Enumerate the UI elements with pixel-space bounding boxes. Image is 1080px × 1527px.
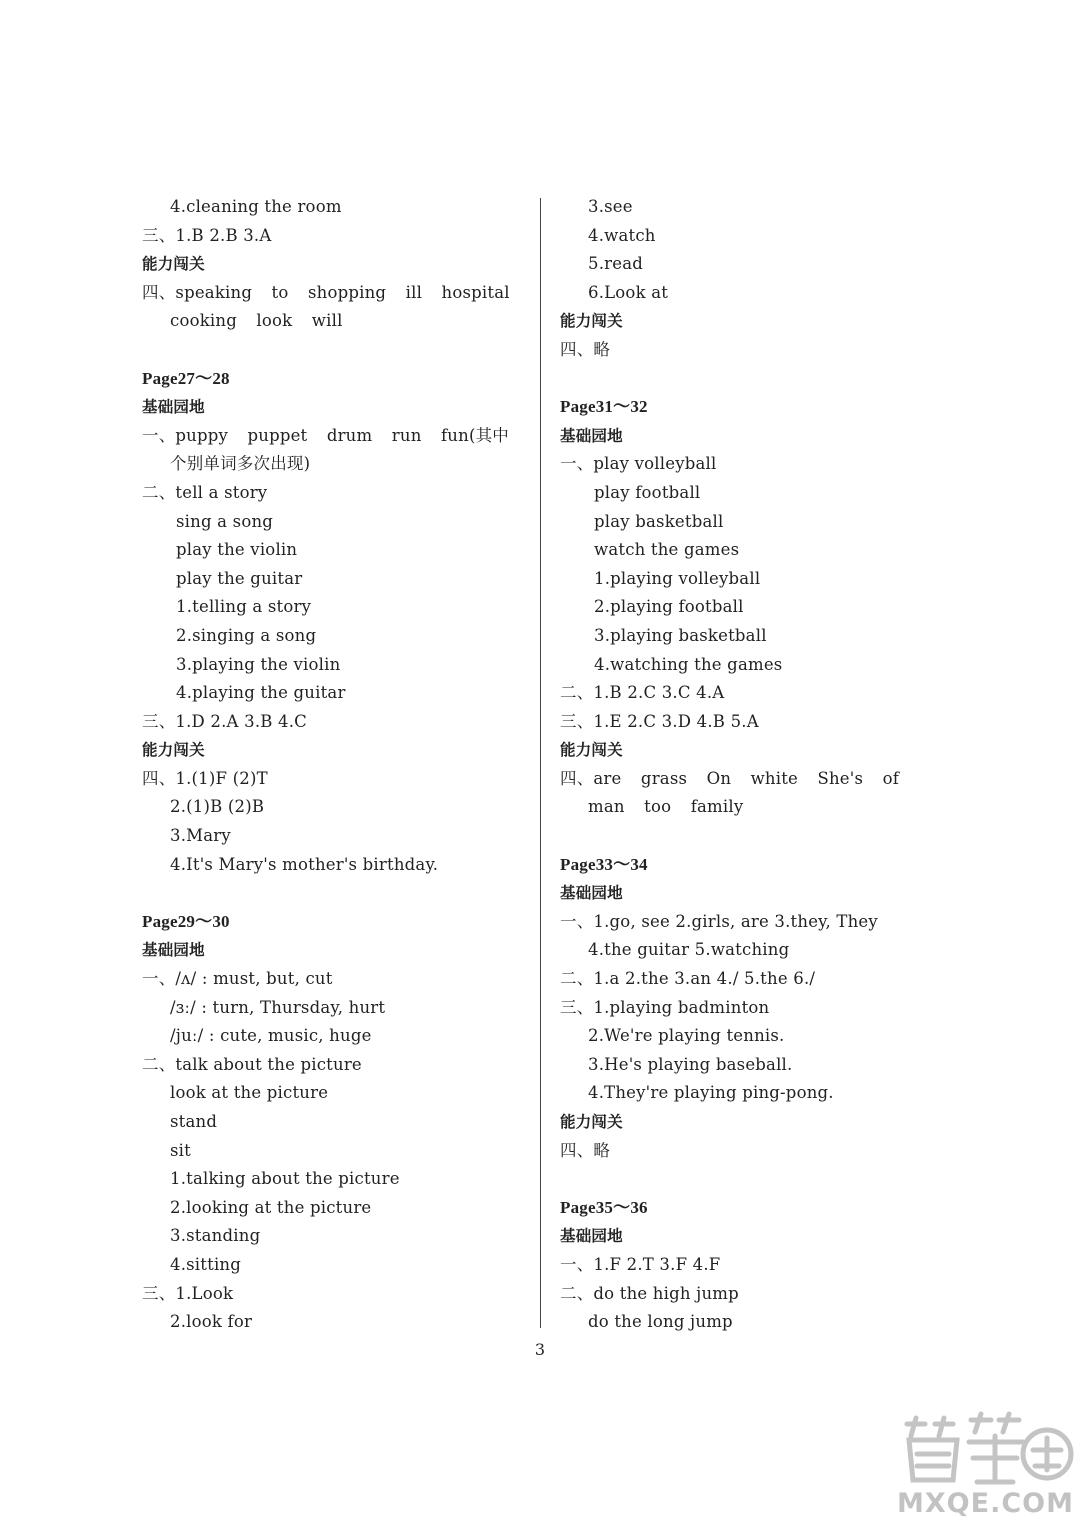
page-heading: Page35～36 (560, 1197, 648, 1217)
answer-line: 一、1.go, see 2.girls, are 3.they, They (560, 911, 878, 931)
answer-line: 二、do the high jump (560, 1283, 739, 1303)
section-heading: 能力闯关 (560, 312, 623, 331)
answer-line: 2.looking at the picture (170, 1197, 372, 1217)
answer-line: 三、1.B 2.B 3.A (142, 225, 272, 245)
answer-line: play basketball (594, 511, 724, 531)
answer-line: 一、/ʌ/ : must, but, cut (142, 969, 333, 989)
answer-line: do the long jump (588, 1312, 733, 1332)
section-heading: 基础园地 (560, 1227, 623, 1246)
answer-line: sing a song (176, 511, 274, 531)
answer-line: 二、1.a 2.the 3.an 4./ 5.the 6./ (560, 969, 816, 989)
answer-line: 3.playing basketball (594, 625, 767, 645)
answer-line: play the violin (176, 540, 298, 560)
answer-line: 三、1.Look (142, 1283, 234, 1303)
page-heading: Page31～32 (560, 397, 648, 417)
left-column (142, 193, 527, 1337)
answer-line: 6.Look at (588, 282, 669, 302)
answer-line: 三、1.playing badminton (560, 997, 770, 1017)
answer-line: 三、1.D 2.A 3.B 4.C (142, 711, 308, 731)
page-number: 3 (534, 1340, 546, 1359)
answer-line: 四、略 (560, 1140, 611, 1160)
answer-line: 一、puppy puppet drum run fun(其中 (142, 425, 509, 445)
page-heading: Page27～28 (142, 368, 230, 388)
answer-line: 一、1.F 2.T 3.F 4.F (560, 1254, 721, 1274)
answer-line: play football (594, 482, 701, 502)
right-column (560, 193, 940, 1337)
page-heading: Page33～34 (560, 854, 648, 874)
answer-line: 5.read (588, 254, 643, 274)
page-heading: Page29～30 (142, 911, 230, 931)
answer-line: 1.telling a story (176, 597, 312, 617)
answer-line: /juː/ : cute, music, huge (170, 1026, 372, 1046)
answer-line: 4.cleaning the room (170, 197, 342, 216)
answer-line: look at the picture (170, 1083, 329, 1103)
answer-line: 4.sitting (170, 1254, 242, 1274)
answer-line: stand (170, 1112, 218, 1131)
answer-line: 4.watching the games (594, 654, 783, 674)
answer-line: 1.talking about the picture (170, 1169, 400, 1189)
section-heading: 能力闯关 (142, 255, 205, 274)
answer-line: 3.playing the violin (176, 654, 341, 674)
section-heading: 能力闯关 (560, 1113, 623, 1131)
watermark-text: MXQE.COM (897, 1488, 1074, 1519)
answer-line: 四、略 (560, 339, 611, 359)
answer-line: 四、speaking to shopping ill hospital (142, 282, 510, 302)
answer-line: 4.the guitar 5.watching (588, 940, 790, 960)
answer-line: 3.He's playing baseball. (588, 1054, 793, 1074)
section-heading: 能力闯关 (142, 741, 205, 760)
answer-line: play the guitar (176, 568, 303, 588)
answer-line: 3.standing (170, 1226, 261, 1246)
answer-line: 4.playing the guitar (176, 683, 346, 703)
answer-line: 2.(1)B (2)B (170, 797, 265, 817)
answer-line: 1.playing volleyball (594, 568, 761, 588)
answer-line: watch the games (594, 540, 740, 560)
answer-line: /ɜː/ : turn, Thursday, hurt (170, 997, 386, 1017)
answer-line: 四、1.(1)F (2)T (142, 768, 268, 788)
answer-line: 二、1.B 2.C 3.C 4.A (560, 683, 725, 703)
column-divider (540, 198, 541, 1328)
section-heading: 基础园地 (560, 884, 623, 903)
answer-line: 4.It's Mary's mother's birthday. (170, 854, 439, 874)
answer-line: sit (170, 1140, 191, 1160)
watermark (895, 1410, 1075, 1522)
answer-line: 二、tell a story (142, 482, 268, 502)
answer-line: 4.watch (588, 225, 656, 245)
answer-line: 二、talk about the picture (142, 1054, 362, 1074)
answer-line: cooking look will (170, 311, 343, 331)
section-heading: 基础园地 (142, 398, 205, 417)
section-heading: 基础园地 (142, 941, 205, 960)
answer-line: 4.They're playing ping-pong. (588, 1083, 834, 1103)
answer-line: 2.look for (170, 1312, 253, 1332)
answer-line: 三、1.E 2.C 3.D 4.B 5.A (560, 711, 759, 731)
section-heading: 能力闯关 (560, 741, 623, 760)
answer-line: 一、play volleyball (560, 454, 717, 474)
answer-line: 3.Mary (170, 826, 231, 846)
answer-line: 3.see (588, 197, 633, 216)
answer-line: 2.playing football (594, 597, 744, 617)
answer-line: man too family (588, 797, 744, 817)
section-heading: 基础园地 (560, 426, 623, 445)
answer-line: 个别单词多次出现) (170, 454, 311, 474)
answer-line: 四、are grass On white She's of (560, 768, 900, 788)
answer-line: 2.singing a song (176, 625, 317, 645)
answer-line: 2.We're playing tennis. (588, 1026, 785, 1046)
